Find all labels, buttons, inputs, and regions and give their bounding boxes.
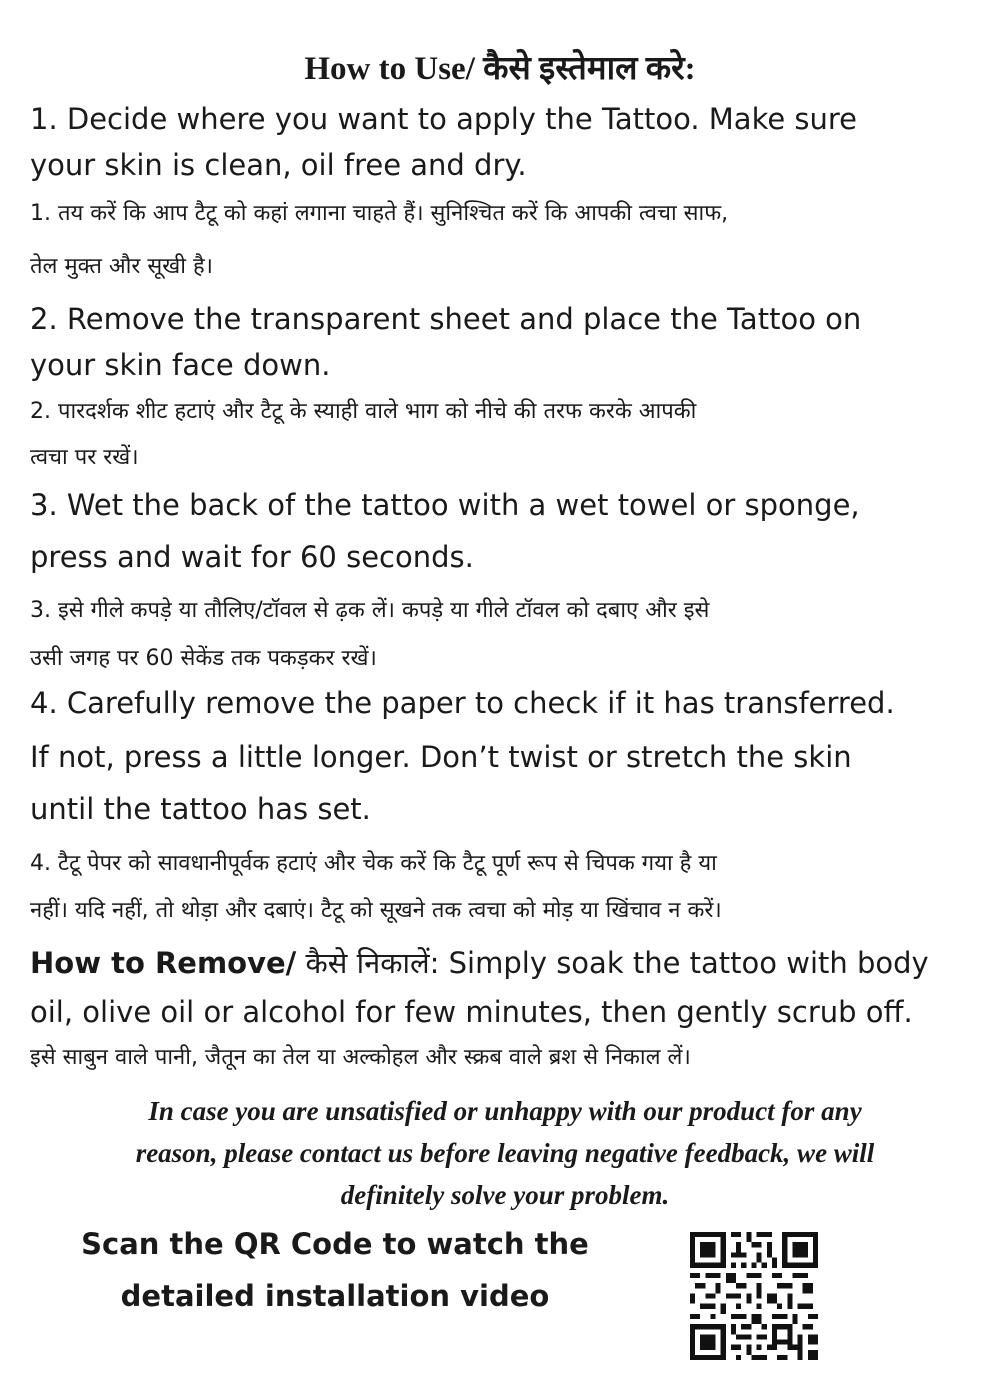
step-1-english-line-2: your skin is clean, oil free and dry. <box>30 148 527 182</box>
scan-line-2: detailed installation video <box>120 1279 550 1313</box>
remove-section-line-1 <box>30 943 980 982</box>
step-2-english-line-1: 2. Remove the transparent sheet and place the Tattoo on <box>30 302 862 336</box>
step-1-hindi-line-2: तेल मुक्त और सूखी है। <box>30 254 214 279</box>
remove-section-line-2: oil, olive oil or alcohol for few minutes, then gently scrub off. <box>30 995 913 1029</box>
page-title: How to Use/ कैसे इस्तेमाल करे: <box>304 51 696 87</box>
notice-line-1: In case you are unsatisfied or unhappy with our product for any <box>148 1096 862 1126</box>
qr-code-icon[interactable] <box>690 1232 818 1360</box>
remove-hindi-label: कैसे निकालें: <box>296 946 440 980</box>
remove-hindi-line: इसे साबुन वाले पानी, जैतून का तेल या अल्कोहल और स्क्रब वाले ब्रश से निकाल लें। <box>30 1045 691 1070</box>
step-2-hindi-line-1: 2. पारदर्शक शीट हटाएं और टैटू के स्याही वाले भाग को नीचे की तरफ करके आपकी <box>30 399 697 424</box>
step-1-english-line-1: 1. Decide where you want to apply the Tattoo. Make sure <box>30 102 858 136</box>
step-1-hindi-line-1: 1. तय करें कि आप टैटू को कहां लगाना चाहते हैं। सुनिश्चित करें कि आपकी त्वचा साफ, <box>30 201 729 226</box>
satisfaction-notice <box>40 1090 970 1216</box>
step-4-english-line-3: until the tattoo has set. <box>30 792 371 826</box>
notice-line-2: reason, please contact us before leaving negative feedback, we will <box>135 1138 875 1168</box>
step-2-english-line-2: your skin face down. <box>30 348 331 382</box>
remove-text-start: Simply soak the tattoo with body <box>439 946 929 980</box>
step-4-english-line-1: 4. Carefully remove the paper to check if it has transferred. <box>30 686 895 720</box>
step-4-english-line-2: If not, press a little longer. Don’t twist or stretch the skin <box>30 740 852 774</box>
step-3-english-line-1: 3. Wet the back of the tattoo with a wet towel or sponge, <box>30 488 860 522</box>
scan-line-1: Scan the QR Code to watch the <box>81 1227 589 1261</box>
step-3-english-line-2: press and wait for 60 seconds. <box>30 540 474 574</box>
step-4-hindi-line-1: 4. टैटू पेपर को सावधानीपूर्वक हटाएं और चेक करें कि टैटू पूर्ण रूप से चिपक गया है या <box>30 851 717 876</box>
notice-line-3: definitely solve your problem. <box>340 1180 670 1210</box>
step-3-hindi-line-2: उसी जगह पर 60 सेकेंड तक पकड़कर रखें। <box>30 646 377 671</box>
scan-prompt <box>60 1218 610 1322</box>
step-2-hindi-line-2: त्वचा पर रखें। <box>30 445 139 470</box>
remove-label: How to Remove/ <box>30 946 297 980</box>
step-4-hindi-line-2: नहीं। यदि नहीं, तो थोड़ा और दबाएं। टैटू को सूखने तक त्वचा को मोड़ या खिंचाव न करें। <box>30 898 722 923</box>
step-3-hindi-line-1: 3. इसे गीले कपड़े या तौलिए/टॉवल से ढ़क लें। कपड़े या गीले टॉवल को दबाए और इसे <box>30 598 710 623</box>
